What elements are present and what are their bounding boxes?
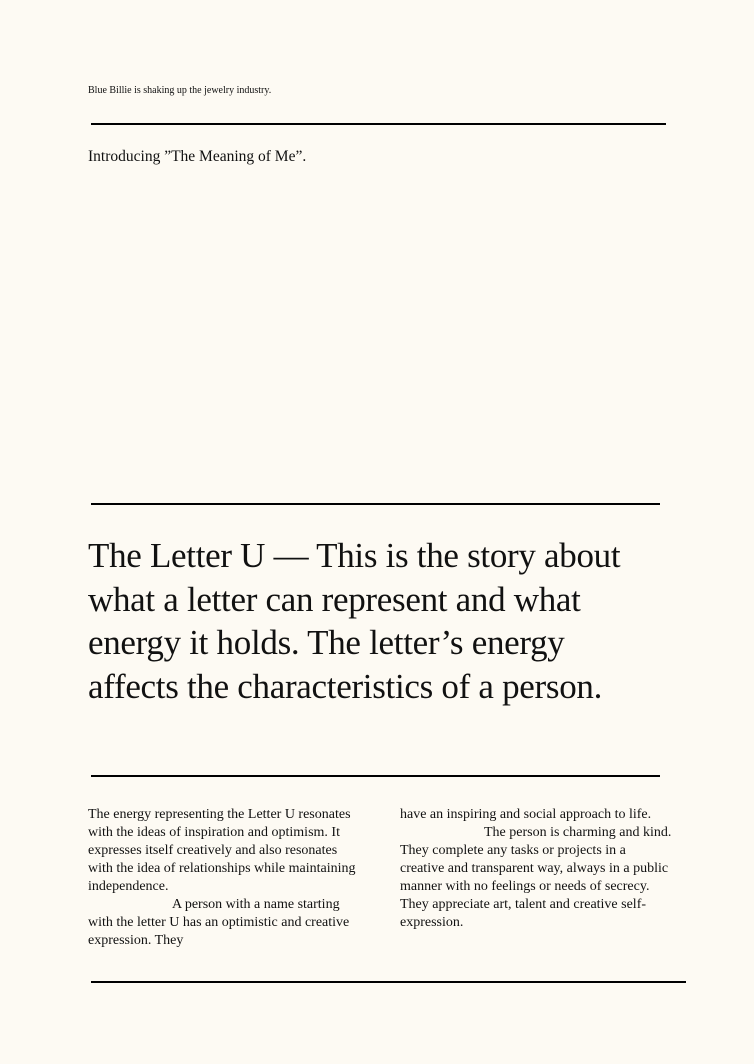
body-paragraph-3: The person is charming and kind. They complete any tasks or projects in a creative and transparent way, always in a public manner with no feelings or needs of secrecy. They appreciate art, talent and creative self-expression. xyxy=(400,825,672,930)
divider-below-headline xyxy=(91,775,660,777)
body-paragraph-2-start: A person with a name starting with the letter U has an optimistic and creative expression. They xyxy=(88,897,350,948)
divider-bottom xyxy=(91,981,686,983)
body-column-2 xyxy=(400,806,672,932)
body-paragraph-2-end: have an inspiring and social approach to life. xyxy=(400,807,652,822)
body-paragraph-1: The energy representing the Letter U resonates with the ideas of inspiration and optimism. It expresses itself creatively and also resonates with the idea of relationships while maintaining independence. xyxy=(88,807,356,894)
divider-above-headline xyxy=(91,503,660,505)
tagline: Blue Billie is shaking up the jewelry industry. xyxy=(88,85,272,96)
headline: The Letter U — This is the story about what a letter can represent and what energy it holds. The letter’s energy affects the characteristics of a person. xyxy=(88,536,621,706)
body-column-1 xyxy=(88,806,360,950)
intro-heading: Introducing ”The Meaning of Me”. xyxy=(88,148,307,165)
divider-top xyxy=(91,123,666,125)
